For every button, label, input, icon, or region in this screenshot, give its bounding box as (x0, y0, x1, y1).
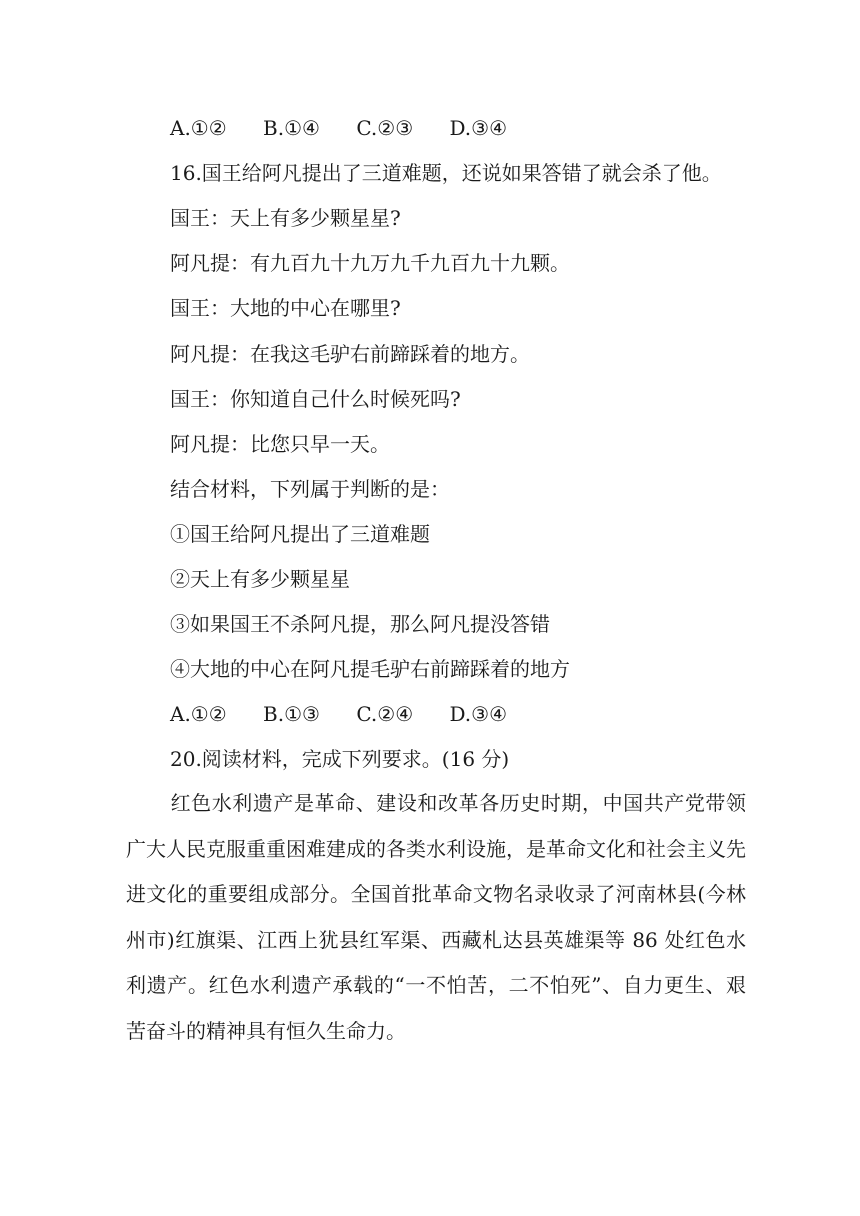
q16-stem: 16.国王给阿凡提出了三道难题，还说如果答错了就会杀了他。 (170, 161, 722, 185)
dialogue-line: 阿凡提：有九百九十九万九千九百九十九颗。 (170, 251, 570, 275)
q16-item: ③如果国王不杀阿凡提，那么阿凡提没答错 (170, 612, 550, 636)
option-d: D.③④ (449, 702, 508, 726)
option-d: D.③④ (449, 116, 508, 140)
q16-options (170, 700, 537, 728)
option-b: B.①③ (263, 702, 320, 726)
q15-options (170, 114, 537, 142)
q16-item: ②天上有多少颗星星 (170, 567, 350, 591)
q20-stem: 20.阅读材料，完成下列要求。(16 分) (170, 747, 510, 771)
dialogue-line: 国王：你知道自己什么时候死吗? (170, 387, 461, 411)
option-c: C.②④ (356, 702, 414, 726)
q16-item: ④大地的中心在阿凡提毛驴右前蹄踩着的地方 (170, 657, 570, 681)
option-a: A.①② (170, 116, 227, 140)
q20-passage-text: 红色水利遗产是革命、建设和改革各历史时期，中国共产党带领广大人民克服重重困难建成的各类水利设施，是革命文化和社会主义先进文化的重要组成部分。全国首批革命文物名录收录了河南林县(今林州市)红旗渠、江西上犹县红军渠、西藏札达县英雄渠等 86 处红色水利遗产。红色水利遗产承载的“一不怕苦，二不怕死”、自力更生、艰苦奋斗的精神具有恒久生命力。 (126, 791, 746, 1043)
q16-item: ①国王给阿凡提出了三道难题 (170, 522, 430, 546)
dialogue-line: 阿凡提：比您只早一天。 (170, 432, 390, 456)
dialogue-line: 阿凡提：在我这毛驴右前蹄踩着的地方。 (170, 342, 530, 366)
q20-passage (126, 781, 746, 1054)
dialogue-line: 国王：天上有多少颗星星? (170, 206, 401, 230)
q16-prompt: 结合材料，下列属于判断的是： (170, 477, 450, 501)
option-a: A.①② (170, 702, 227, 726)
dialogue-line: 国王：大地的中心在哪里? (170, 296, 401, 320)
option-b: B.①④ (263, 116, 320, 140)
option-c: C.②③ (356, 116, 414, 140)
